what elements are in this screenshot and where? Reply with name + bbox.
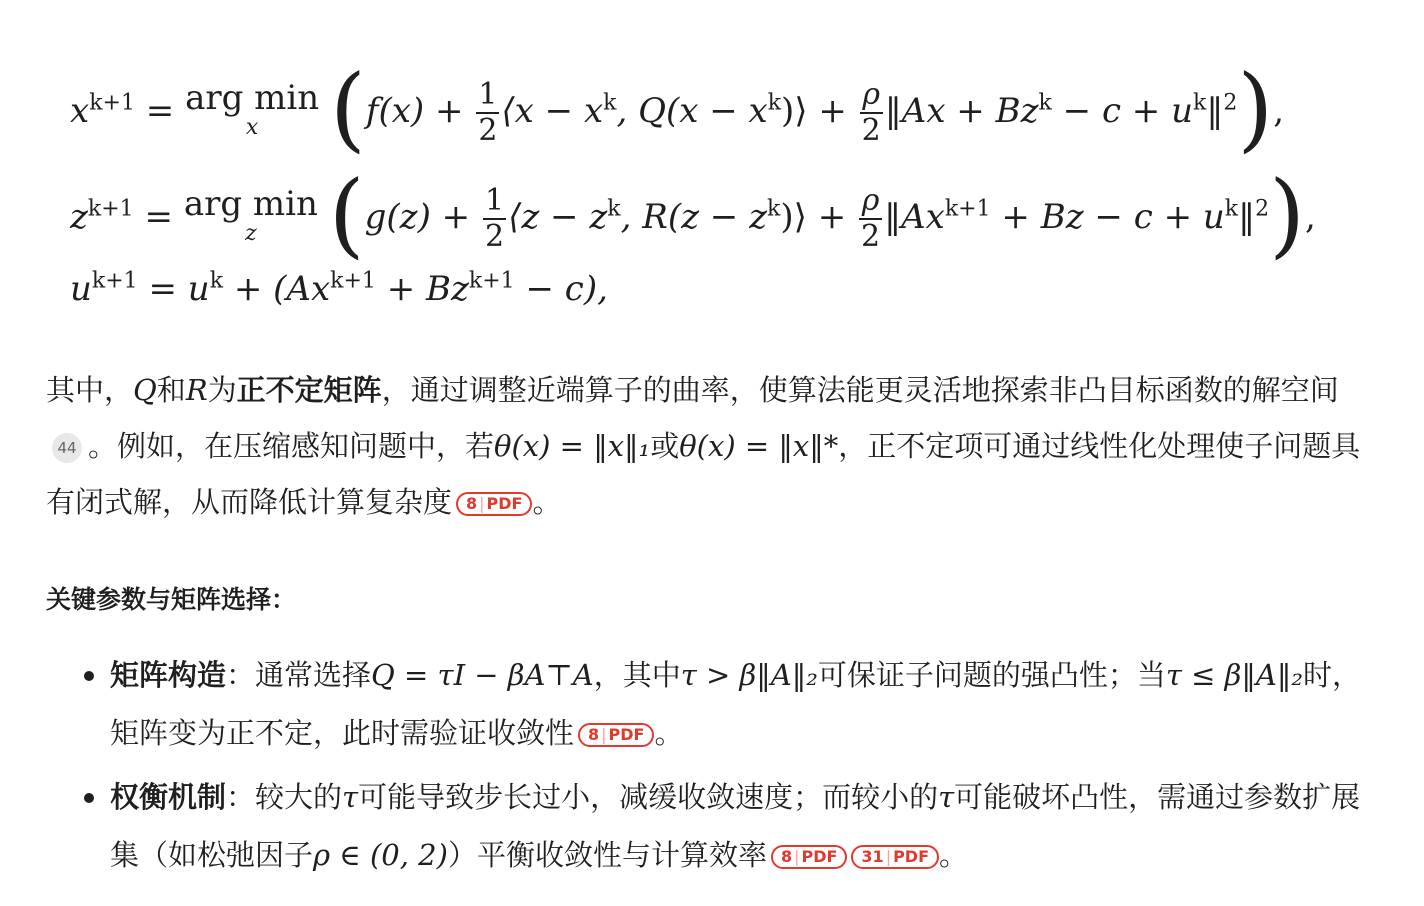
- pdf-citation-link[interactable]: 8 | PDF: [578, 723, 654, 747]
- list-item: 矩阵构造：通常选择Q = τI − βA⊤A，其中τ > β‖A‖₂可保证子问题的强凸性；当τ ≤ β‖A‖₂时，矩阵变为正不定，此时需验证收敛性 8 | PDF 。: [0, 646, 1370, 762]
- equation-u-update: $u^{k+1} = u^k + (Ax^{k+1} + Bz^{k+1} - c)$,: [70, 268, 608, 309]
- bullet-list: [0, 646, 1370, 884]
- pdf-citation-link[interactable]: 31 | PDF: [851, 845, 939, 869]
- pdf-citation-link[interactable]: 8 | PDF: [456, 492, 532, 516]
- bullet-icon: [84, 671, 94, 681]
- section-heading: 关键参数与矩阵选择：: [46, 585, 297, 614]
- equation-x-update: $x^{k+1}$ = arg min x (f(x) + $\frac{1}{2}$ ⟨x − $x^k$, $Q(x - x^k)⟩$ + $\frac{\rho}{2}$ ‖Ax + $Bz^k - c$ + $u^k‖^2$),: [70, 55, 1285, 162]
- equation-z-update: $z^{k+1}$ = arg min z (g(z) + $\frac{1}{2}$ ⟨z − $z^k$, $R(z - z^k)⟩$ + $\frac{\rho}{2}$ $‖Ax^{k+1} + Bz - c$ + $u^k‖^2$),: [70, 161, 1316, 268]
- explanation-paragraph: 其中，Q和R为正不定矩阵，通过调整近端算子的曲率，使算法能更灵活地探索非凸目标函数的解空间44 。例如，在压缩感知问题中，若θ(x) = ‖x‖₁或θ(x) = ‖x‖*，正不定项可通过线性化处理使子问题具有闭式解，从而降低计算复杂度 8 | PDF 。: [46, 373, 1361, 519]
- list-item: 权衡机制：较大的τ可能导致步长过小，减缓收敛速度；而较小的τ可能破坏凸性，需通过参数扩展集（如松弛因子ρ ∈ (0, 2)）平衡收敛性与计算效率 8 | PDF 31 | PDF 。: [0, 768, 1370, 884]
- citation-badge[interactable]: 44: [52, 433, 82, 463]
- bullet-icon: [84, 793, 94, 803]
- pdf-citation-link[interactable]: 8 | PDF: [771, 845, 847, 869]
